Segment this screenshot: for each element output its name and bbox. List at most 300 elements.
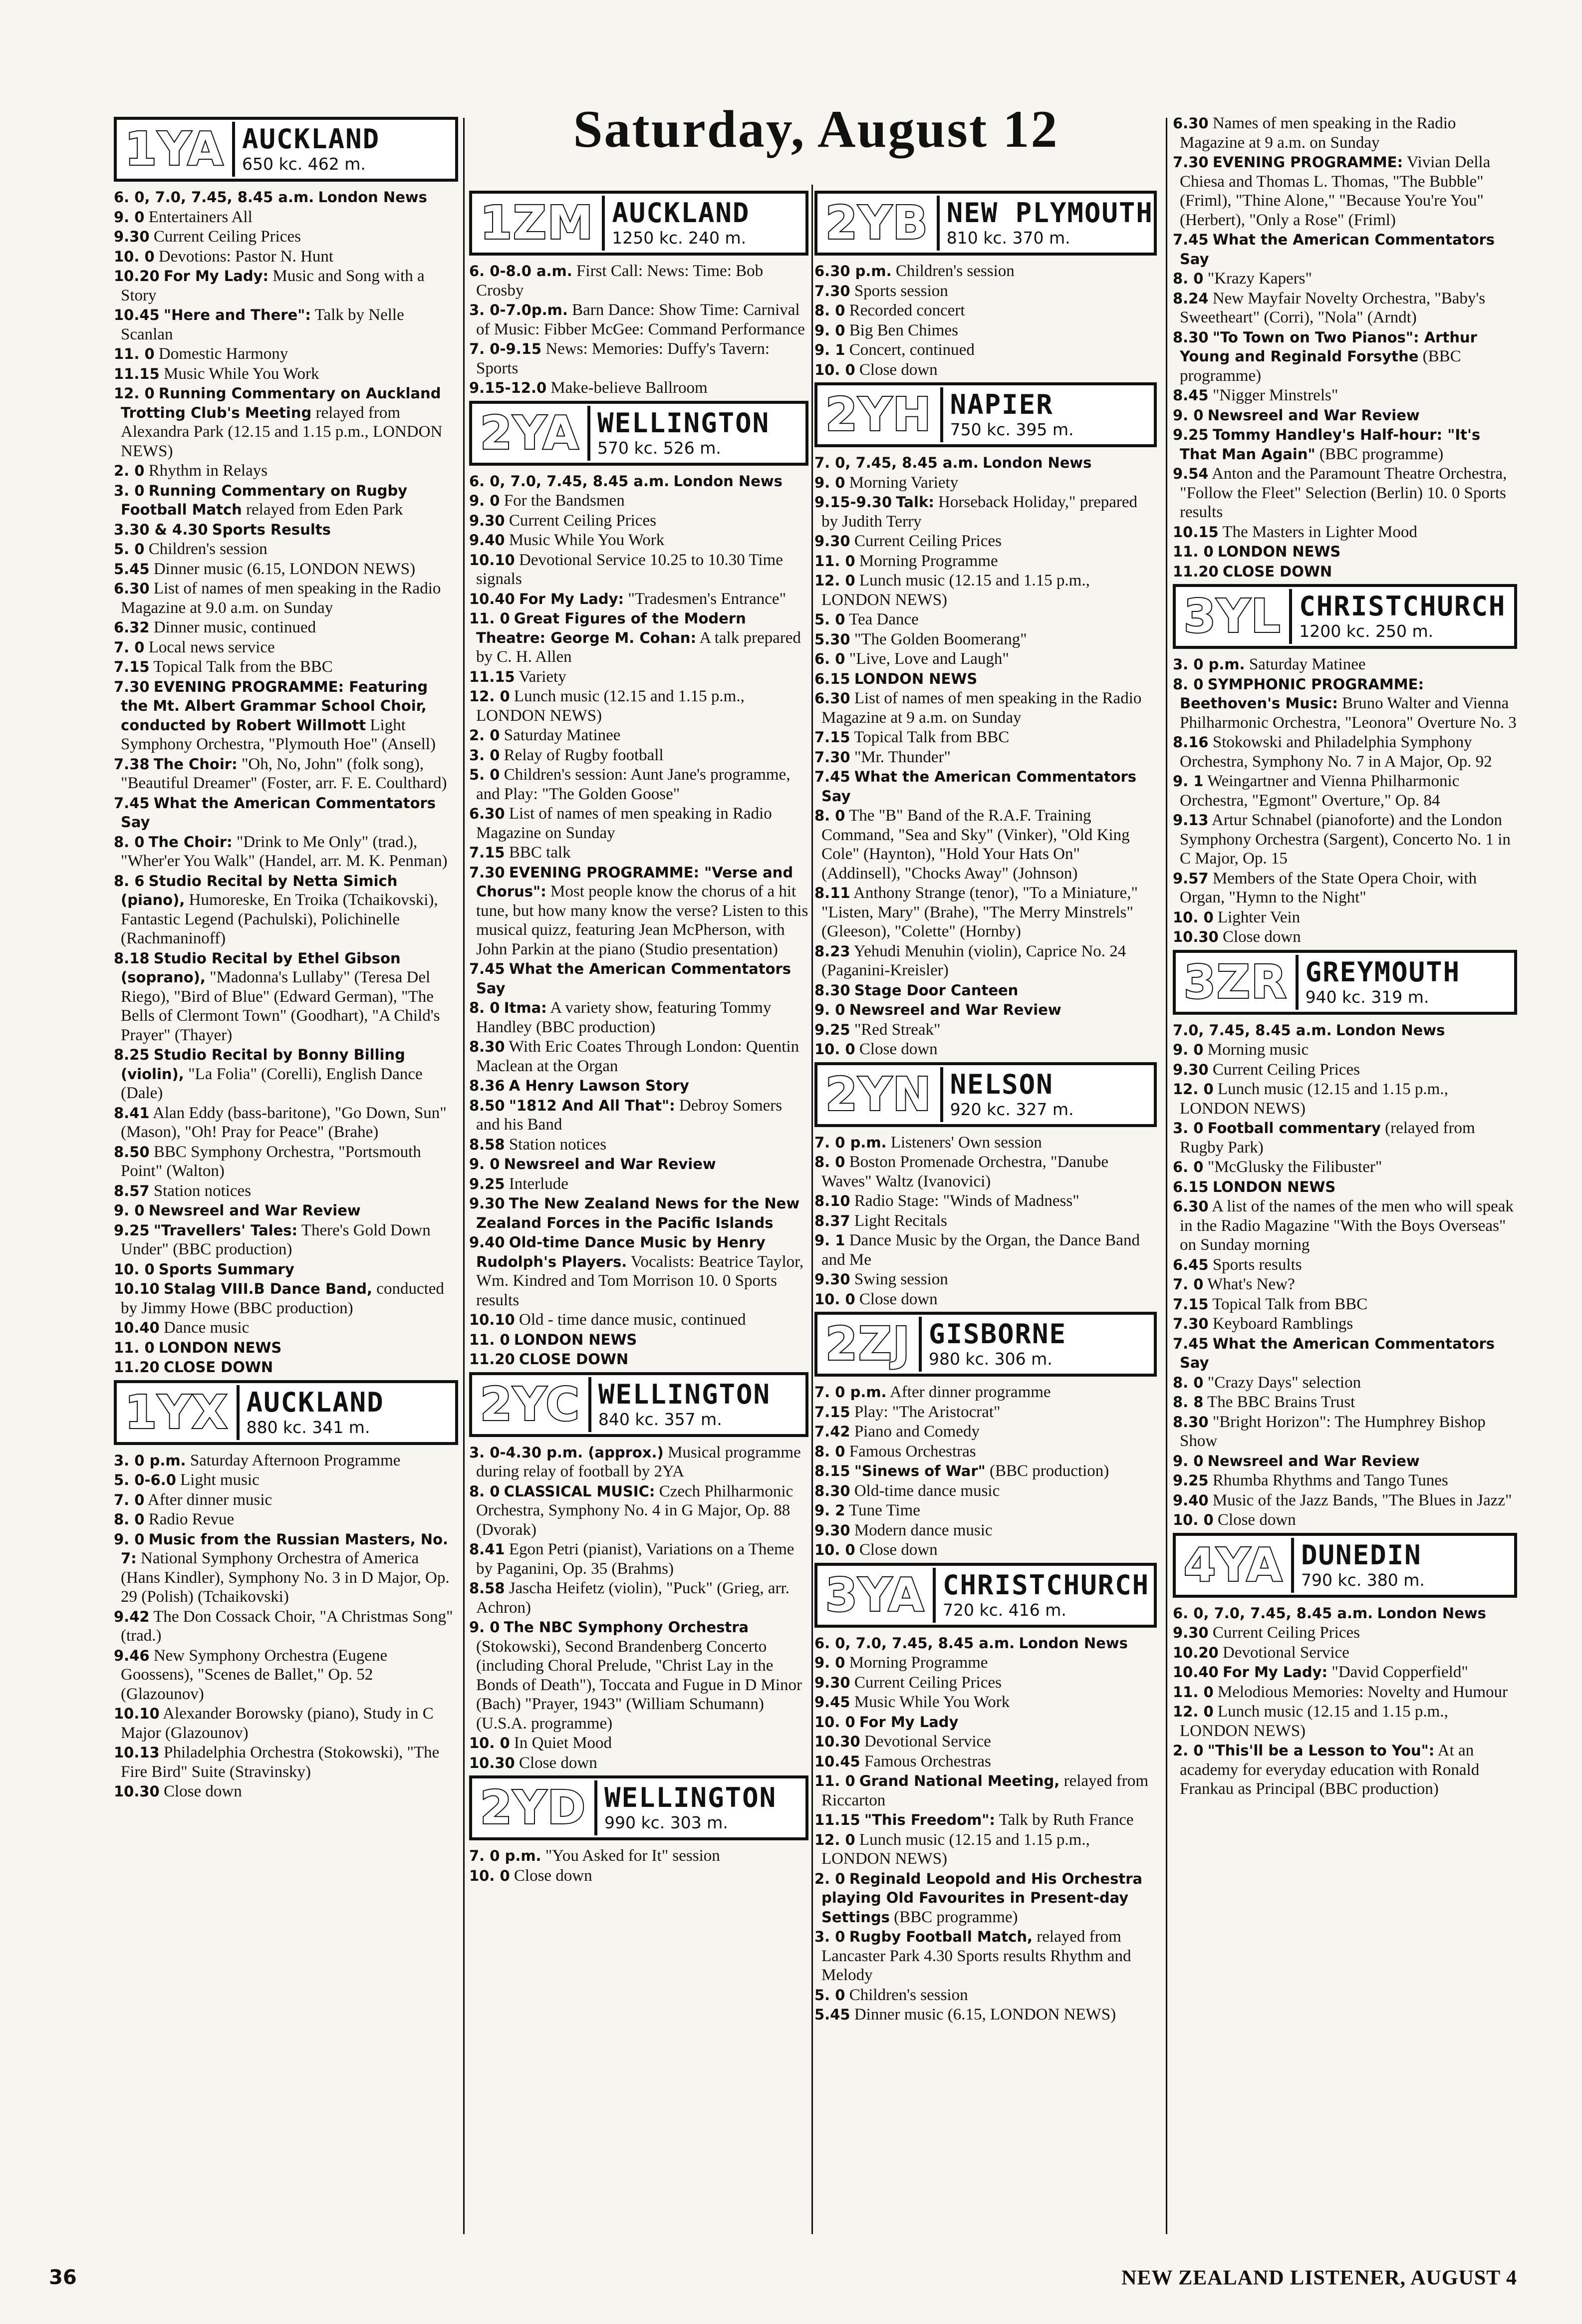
programme-entry — [114, 1743, 458, 1781]
programme-highlight: EVENING PROGRAMME: Featuring the Mt. Albert Grammar School Choir, conducted by Robert Willmott — [121, 678, 428, 734]
programme-time: 2. 0 — [1173, 1742, 1204, 1759]
programme-entry — [114, 481, 458, 520]
programme-time: 9.25 — [114, 1221, 150, 1239]
programme-time: 7.30 — [814, 282, 850, 299]
programme-time: 2. 0 — [114, 462, 145, 479]
programme-entry — [1173, 1491, 1517, 1510]
programme-detail: "Drink to Me Only" (trad.), "Wher'er You Walk" (Handel, arr. M. K. Penman) — [121, 833, 448, 870]
programme-time: 8.58 — [469, 1136, 505, 1153]
programme-detail: Philadelphia Orchestra (Stokowski), "The Fire Bird" Suite (Stravinsky) — [121, 1743, 440, 1781]
station-header — [469, 1372, 808, 1437]
programme-detail: relayed from Lancaster Park 4.30 Sports results Rhythm and Melody — [821, 1928, 1131, 1984]
programme-detail: Sports results — [1212, 1255, 1302, 1274]
programme-time: 9.40 — [469, 532, 505, 549]
programme-entry — [114, 1607, 458, 1646]
programme-time: 9.15-12.0 — [469, 379, 547, 396]
programme-entry — [114, 794, 458, 832]
programme-time: 9.46 — [114, 1647, 150, 1664]
programme-time: 10. 0 — [114, 248, 155, 265]
station-city: CHRISTCHURCH — [1299, 590, 1506, 622]
column-rule — [811, 185, 813, 2234]
programme-detail: Dance Music by the Organ, the Dance Band and Me — [821, 1231, 1140, 1269]
programme-entry — [814, 1211, 1157, 1231]
programme-time: 11. 0 — [1173, 1683, 1214, 1701]
programme-time: 10. 0 — [1173, 908, 1214, 926]
programme-entry — [814, 1481, 1157, 1501]
column-2 — [469, 188, 808, 1886]
programme-entry — [114, 872, 458, 948]
station-call-sign: 3ZR — [1176, 955, 1299, 1010]
programme-time: 7.30 — [1173, 154, 1209, 171]
programme-entry — [814, 1752, 1157, 1771]
programme-time: 6. 0, 7.0, 7.45, 8.45 a.m. — [114, 189, 314, 206]
programme-detail: Music and Song with a Story — [121, 267, 425, 304]
programme-detail: Debroy Somers and his Band — [476, 1096, 783, 1134]
programme-entry — [1173, 772, 1517, 810]
programme-time: 7.15 — [1173, 1295, 1209, 1313]
programme-time: 5.30 — [814, 630, 850, 648]
programme-detail: Saturday Afternoon Programme — [190, 1451, 401, 1469]
programme-entry — [814, 1673, 1157, 1693]
programme-highlight: "Travellers' Tales: — [153, 1221, 298, 1239]
programme-entry — [814, 360, 1157, 380]
programme-detail: "La Folia" (Corelli), English Dance (Dale) — [121, 1065, 423, 1102]
programme-time: 3. 0 p.m. — [1173, 656, 1245, 673]
programme-entry — [1173, 1702, 1517, 1741]
programme-detail: Morning music — [1207, 1041, 1309, 1059]
programme-highlight: For My Lady: — [519, 590, 624, 607]
programme-entry — [1173, 1334, 1517, 1373]
programme-entry — [1173, 655, 1517, 674]
programme-entry — [814, 473, 1157, 493]
programme-detail: First Call: News: Time: Bob Crosby — [476, 262, 764, 299]
programme-time: 9. 0 — [814, 321, 845, 339]
programme-time: 7.0, 7.45, 8.45 a.m. — [1173, 1021, 1332, 1039]
programme-time: 9. 0 — [114, 1202, 145, 1219]
programme-time: 9.30 — [1173, 1061, 1209, 1078]
programme-entry — [1173, 1741, 1517, 1799]
programme-time: 10.30 — [1173, 928, 1219, 945]
programme-detail: Concert, continued — [849, 341, 975, 359]
programme-time: 11. 0 — [814, 1772, 855, 1789]
programme-time: 10. 0 — [814, 1713, 855, 1731]
programme-entry — [1173, 1158, 1517, 1177]
programme-entry — [814, 981, 1157, 1000]
station-call-sign: 4YA — [1176, 1538, 1294, 1593]
programme-time: 7. 0-9.15 — [469, 340, 542, 357]
programme-detail: Artur Schnabel (pianoforte) and the London Symphony Orchestra (Sargent), Concerto No. 1 in C Major, Op. 15 — [1180, 811, 1511, 868]
programme-detail: Recorded concert — [849, 301, 965, 319]
programme-entry — [1173, 1663, 1517, 1682]
programme-detail: Swing session — [854, 1270, 948, 1288]
programme-entry — [814, 610, 1157, 629]
column-1 — [114, 114, 458, 1802]
station-city: AUCKLAND — [242, 123, 380, 155]
programme-detail: Dinner music, continued — [153, 618, 316, 636]
programme-time: 8. 0 — [1173, 1374, 1204, 1391]
programme-highlight: Stage Door Canteen — [854, 981, 1019, 999]
programme-entry — [469, 1540, 808, 1578]
programme-time: 11.20 — [114, 1359, 160, 1376]
programme-entry — [814, 728, 1157, 747]
programme-entry — [1173, 269, 1517, 289]
station-city: NEW PLYMOUTH — [946, 197, 1153, 229]
programme-entry — [1173, 1255, 1517, 1275]
programme-entry — [469, 1734, 808, 1753]
programme-entry — [469, 1310, 808, 1330]
station-city: NELSON — [950, 1068, 1054, 1100]
programme-detail: Close down — [1217, 1511, 1296, 1529]
station-call-sign: 1YA — [117, 122, 235, 177]
programme-entry — [114, 1530, 458, 1607]
programme-detail: Weingartner and Vienna Philharmonic Orchestra, "Egmont" Overture," Op. 84 — [1180, 772, 1460, 810]
programme-entry — [814, 1191, 1157, 1211]
programme-entry — [114, 1646, 458, 1704]
station-listing — [469, 1372, 808, 1773]
programme-highlight: London News — [982, 454, 1092, 471]
station-frequency: 990 kc. 303 m. — [604, 1813, 728, 1832]
programme-detail: Children's session — [148, 540, 267, 558]
programme-time: 7.45 — [114, 794, 150, 812]
programme-time: 9.54 — [1173, 465, 1209, 482]
station-call-sign: 2YA — [472, 406, 590, 461]
programme-time: 9. 0 — [1173, 406, 1204, 424]
programme-time: 11. 0 — [1173, 543, 1214, 560]
programme-highlight: Talk: — [896, 494, 934, 511]
station-city: DUNEDIN — [1301, 1539, 1422, 1571]
programme-time: 7. 0 — [114, 1491, 145, 1508]
programme-time: 9.42 — [114, 1608, 150, 1625]
programme-entry — [114, 1104, 458, 1142]
programme-entry — [114, 1143, 458, 1181]
programme-entry — [1173, 1510, 1517, 1530]
programme-detail: Anthony Strange (tenor), "To a Miniature," "Listen, Mary" (Brahe), "The Merry Minstrels" (Gleeson), "Colette" (Hornby) — [821, 884, 1138, 940]
station-call-sign: 2ZJ — [817, 1317, 922, 1372]
programme-entry — [469, 1155, 808, 1174]
programme-entry — [1173, 1080, 1517, 1118]
programme-entry — [114, 1201, 458, 1220]
programme-detail: "Red Streak" — [854, 1020, 941, 1039]
programme-detail: Music While You Work — [854, 1693, 1010, 1711]
station-listing — [1173, 114, 1517, 581]
programme-detail: Children's session — [849, 1986, 968, 2004]
programme-time: 8.57 — [114, 1182, 150, 1199]
programme-time: 8. 0 — [114, 833, 145, 851]
programme-entry — [814, 1020, 1157, 1040]
programme-time: 7.45 — [1173, 231, 1209, 248]
programme-entry — [814, 767, 1157, 806]
programme-detail: Big Ben Chimes — [849, 321, 958, 339]
programme-entry — [469, 843, 808, 863]
programme-time: 8. 6 — [114, 872, 145, 889]
station-city: AUCKLAND — [612, 197, 750, 229]
programme-entry — [114, 188, 458, 207]
programme-time: 9.30 — [114, 228, 150, 245]
programme-detail: News: Memories: Duffy's Tavern: Sports — [476, 340, 770, 377]
programme-time: 9. 0 — [1173, 1452, 1204, 1469]
station-header — [1173, 950, 1517, 1015]
programme-time: 8.36 — [469, 1077, 505, 1094]
station-city: GISBORNE — [928, 1318, 1067, 1350]
station-frequency: 570 kc. 526 m. — [597, 438, 721, 458]
programme-highlight: CLOSE DOWN — [1222, 563, 1332, 580]
programme-highlight: What the American Commentators Say — [1180, 1335, 1495, 1371]
programme-entry — [814, 1540, 1157, 1560]
programme-detail: Famous Orchestras — [849, 1442, 976, 1460]
programme-time: 2. 0 — [469, 727, 500, 744]
programme-highlight: Old-time Dance Music by Henry Rudolph's Players. — [476, 1234, 766, 1270]
programme-entry — [1173, 1373, 1517, 1393]
programme-detail: "Crazy Days" selection — [1207, 1373, 1361, 1392]
programme-detail: "Nigger Minstrels" — [1212, 386, 1338, 404]
programme-entry — [114, 1260, 458, 1279]
programme-time: 3. 0 p.m. — [114, 1452, 186, 1469]
column-rule — [463, 118, 465, 2234]
station-listing — [1173, 1533, 1517, 1799]
programme-time: 11. 0 — [469, 1331, 510, 1348]
programme-detail: Anton and the Paramount Theatre Orchestra, "Follow the Fleet" Selection (Berlin) 10. 0 Sports results — [1180, 465, 1507, 521]
programme-time: 5. 0 — [469, 766, 500, 783]
programme-entry — [814, 630, 1157, 649]
programme-detail: Humoreske, En Troika (Tchaikovski), Fantastic Legend (Pachulski), Polichinelle (Rachmaninoff) — [121, 891, 438, 947]
programme-entry — [114, 267, 458, 305]
programme-time: 8.30 — [1173, 328, 1209, 346]
station-info — [922, 1319, 1154, 1369]
programme-detail: Tea Dance — [849, 610, 919, 628]
programme-time: 8.45 — [1173, 387, 1209, 404]
programme-time: 9. 0 — [469, 492, 500, 509]
programme-entry — [469, 1233, 808, 1310]
programme-time: 8.30 — [814, 1482, 850, 1499]
programme-time: 9.15-9.30 — [814, 494, 892, 511]
programme-highlight: Running Commentary on Rugby Football Match — [121, 482, 408, 518]
programme-highlight: What the American Commentators Say — [1180, 231, 1495, 268]
programme-entry — [814, 571, 1157, 609]
programme-time: 9.25 — [1173, 426, 1209, 443]
programme-entry — [114, 833, 458, 871]
programme-detail: "Mr. Thunder" — [854, 748, 951, 766]
programme-time: 12. 0 — [1173, 1081, 1214, 1098]
programme-highlight: London News — [673, 472, 783, 490]
programme-highlight: What the American Commentators Say — [476, 960, 791, 997]
programme-detail: Close down — [859, 1541, 938, 1559]
programme-entry — [814, 689, 1157, 727]
programme-entry — [1173, 1119, 1517, 1157]
programme-entry — [814, 1869, 1157, 1927]
programme-detail: List of names of men speaking in Radio Magazine on Sunday — [476, 805, 772, 842]
programme-time: 7. 0 p.m. — [814, 1384, 887, 1401]
programme-entry — [814, 1713, 1157, 1732]
station-info — [936, 1570, 1154, 1620]
programme-time: 9.57 — [1173, 870, 1209, 887]
programme-detail: Light music — [180, 1471, 260, 1489]
programme-time: 9. 0 — [814, 1001, 845, 1018]
programme-entry — [469, 339, 808, 378]
programme-detail: A list of the names of the men who will speak in the Radio Magazine "With the Boys Overseas" on Sunday morning — [1180, 1197, 1514, 1254]
station-frequency: 1200 kc. 250 m. — [1299, 621, 1434, 641]
programme-entry — [114, 384, 458, 461]
station-frequency: 840 kc. 357 m. — [598, 1409, 722, 1429]
programme-entry — [814, 1231, 1157, 1269]
programme-time: 7.30 — [814, 748, 850, 766]
station-info — [591, 1380, 805, 1430]
programme-entry — [1173, 927, 1517, 947]
programme-time: 7.15 — [814, 1403, 850, 1421]
programme-detail: BBC Symphony Orchestra, "Portsmouth Point" (Walton) — [121, 1143, 421, 1180]
programme-detail: Current Ceiling Prices — [1212, 1060, 1360, 1079]
programme-entry — [469, 1037, 808, 1076]
programme-detail: Alexander Borowsky (piano), Study in C Major (Glazounov) — [121, 1705, 434, 1742]
programme-time: 11.20 — [469, 1351, 515, 1368]
programme-entry — [114, 520, 458, 540]
programme-time: 6. 0, 7.0, 7.45, 8.45 a.m. — [814, 1634, 1015, 1652]
programme-time: 9.30 — [1173, 1624, 1209, 1641]
programme-entry — [114, 1338, 458, 1358]
station-header — [1173, 1533, 1517, 1598]
page-number: 36 — [49, 2266, 77, 2289]
station-city: NAPIER — [950, 389, 1054, 420]
programme-entry — [114, 1490, 458, 1510]
programme-detail: At an academy for everyday education with Ronald Frankau as Principal (BBC production) — [1180, 1742, 1480, 1798]
programme-detail: Devotional Service — [864, 1733, 991, 1750]
programme-time: 8.24 — [1173, 290, 1209, 307]
programme-entry — [814, 1927, 1157, 1985]
programme-detail: Morning Programme — [849, 1654, 988, 1672]
programme-time: 8.30 — [814, 981, 850, 999]
programme-time: 8.23 — [814, 942, 850, 960]
station-info — [943, 390, 1154, 440]
programme-entry — [469, 765, 808, 804]
station-call-sign: 2YH — [817, 387, 943, 442]
station-listing — [469, 1775, 808, 1885]
programme-highlight: SYMPHONIC PROGRAMME: Beethoven's Music: — [1180, 675, 1424, 712]
programme-time: 11. 0 — [469, 610, 510, 627]
programme-detail: Jascha Heifetz (violin), "Puck" (Grieg, arr. Achron) — [476, 1579, 790, 1617]
programme-entry — [114, 227, 458, 247]
programme-entry — [1173, 1021, 1517, 1040]
programme-entry — [814, 301, 1157, 320]
programme-detail: Tune Time — [849, 1501, 920, 1519]
programme-time: 9. 1 — [1173, 773, 1204, 790]
station-header — [814, 382, 1157, 447]
programme-detail: "Bright Horizon": The Humphrey Bishop Show — [1180, 1413, 1486, 1450]
programme-detail: Modern dance music — [854, 1521, 993, 1539]
programme-detail: Melodious Memories: Novelty and Humour — [1217, 1683, 1508, 1701]
programme-time: 8.10 — [814, 1192, 850, 1209]
programme-entry — [469, 472, 808, 491]
programme-highlight: What the American Commentators Say — [821, 768, 1137, 805]
programme-time: 6. 0, 7.0, 7.45, 8.45 a.m. — [1173, 1604, 1373, 1622]
programme-entry — [1173, 1197, 1517, 1255]
programme-detail: Rhumba Rhythms and Tango Tunes — [1212, 1471, 1448, 1489]
station-info — [940, 198, 1154, 248]
programme-detail: "You Asked for It" session — [545, 1847, 720, 1865]
programme-highlight: EVENING PROGRAMME: "Verse and Chorus": — [476, 864, 793, 900]
programme-entry — [814, 1830, 1157, 1869]
programme-entry — [1173, 1604, 1517, 1623]
programme-detail: Close down — [519, 1753, 597, 1772]
programme-time: 3. 0-4.30 p.m. (approx.) — [469, 1444, 664, 1461]
programme-detail: Lighter Vein — [1217, 908, 1301, 926]
programme-time: 8.30 — [1173, 1413, 1209, 1431]
programme-entry — [114, 1782, 458, 1801]
programme-entry — [814, 532, 1157, 551]
programme-entry — [1173, 1643, 1517, 1663]
programme-detail: In Quiet Mood — [514, 1734, 612, 1752]
programme-time: 8.41 — [114, 1104, 150, 1122]
programme-entry — [469, 1330, 808, 1350]
programme-detail: The BBC Brains Trust — [1207, 1393, 1355, 1411]
programme-time: 12. 0 — [1173, 1703, 1214, 1720]
programme-detail: Czech Philharmonic Orchestra, Symphony No. 4 in G Major, Op. 88 (Dvorak) — [476, 1482, 793, 1539]
programme-entry — [469, 262, 808, 300]
programme-detail: relayed from Alexandra Park (12.15 and 1.15 p.m., LONDON NEWS) — [121, 403, 443, 460]
programme-time: 7.45 — [814, 768, 850, 785]
programme-detail: Close down — [859, 1040, 938, 1058]
programme-entry — [1173, 289, 1517, 327]
programme-entry — [114, 1045, 458, 1103]
programme-time: 7.15 — [814, 729, 850, 746]
programme-time: 10.45 — [114, 306, 160, 323]
programme-detail: Light Symphony Orchestra, "Plymouth Hoe" (Ansell) — [121, 716, 436, 753]
programme-time: 10. 0 — [114, 1260, 155, 1278]
programme-entry — [1173, 811, 1517, 869]
station-listing — [114, 1380, 458, 1801]
programme-time: 10.10 — [469, 551, 515, 569]
programme-detail: Close down — [859, 1290, 938, 1308]
programme-time: 8.25 — [114, 1046, 150, 1063]
station-city: WELLINGTON — [597, 407, 770, 439]
programme-entry — [814, 1000, 1157, 1020]
programme-time: 10.10 — [114, 1705, 160, 1722]
programme-detail: Rhythm in Relays — [148, 462, 268, 480]
programme-time: 8. 0 — [1173, 675, 1204, 693]
programme-detail: Vocalists: Beatrice Taylor, Wm. Kindred and Tom Morrison 10. 0 Sports results — [476, 1252, 804, 1309]
programme-detail: Music of the Jazz Bands, "The Blues in Jazz" — [1212, 1491, 1512, 1509]
programme-entry — [1173, 464, 1517, 522]
programme-entry — [114, 364, 458, 384]
column-4 — [1173, 114, 1517, 1799]
programme-detail: Famous Orchestras — [864, 1752, 991, 1770]
programme-time: 9.25 — [469, 1175, 505, 1192]
programme-entry — [1173, 523, 1517, 542]
programme-time: 7.15 — [469, 844, 505, 861]
programme-time: 10. 0 — [469, 1867, 510, 1884]
programme-entry — [469, 300, 808, 339]
programme-detail: Bruno Walter and Vienna Philharmonic Orchestra, "Leonora" Overture No. 3 — [1180, 694, 1517, 732]
programme-time: 7.38 — [114, 755, 150, 773]
programme-detail: New Mayfair Novelty Orchestra, "Baby's Sweetheart" (Corri), "Nola" (Arndt) — [1180, 289, 1486, 326]
programme-detail: "McGlusky the Filibuster" — [1207, 1158, 1382, 1176]
station-header — [469, 191, 808, 256]
programme-detail: Horseback Holiday," prepared by Judith Terry — [821, 493, 1137, 531]
programme-time: 11.15 — [114, 365, 160, 382]
station-city: AUCKLAND — [246, 1386, 384, 1418]
programme-highlight: Newsreel and War Review — [504, 1156, 716, 1172]
programme-detail: Devotions: Pastor N. Hunt — [158, 247, 334, 266]
station-call-sign: 2YC — [472, 1377, 591, 1432]
programme-detail: Close down — [163, 1782, 242, 1800]
programme-entry — [114, 540, 458, 559]
programme-highlight: LONDON NEWS — [158, 1339, 282, 1356]
programme-entry — [1173, 1471, 1517, 1490]
programme-detail: Children's session — [895, 262, 1015, 280]
station-call-sign: 2YD — [472, 1780, 597, 1835]
programme-time: 6.30 — [1173, 115, 1209, 132]
programme-highlight: LONDON NEWS — [854, 670, 978, 687]
programme-detail: Dinner music (6.15, LONDON NEWS) — [153, 560, 416, 578]
programme-detail: "David Copperfield" — [1331, 1663, 1468, 1681]
